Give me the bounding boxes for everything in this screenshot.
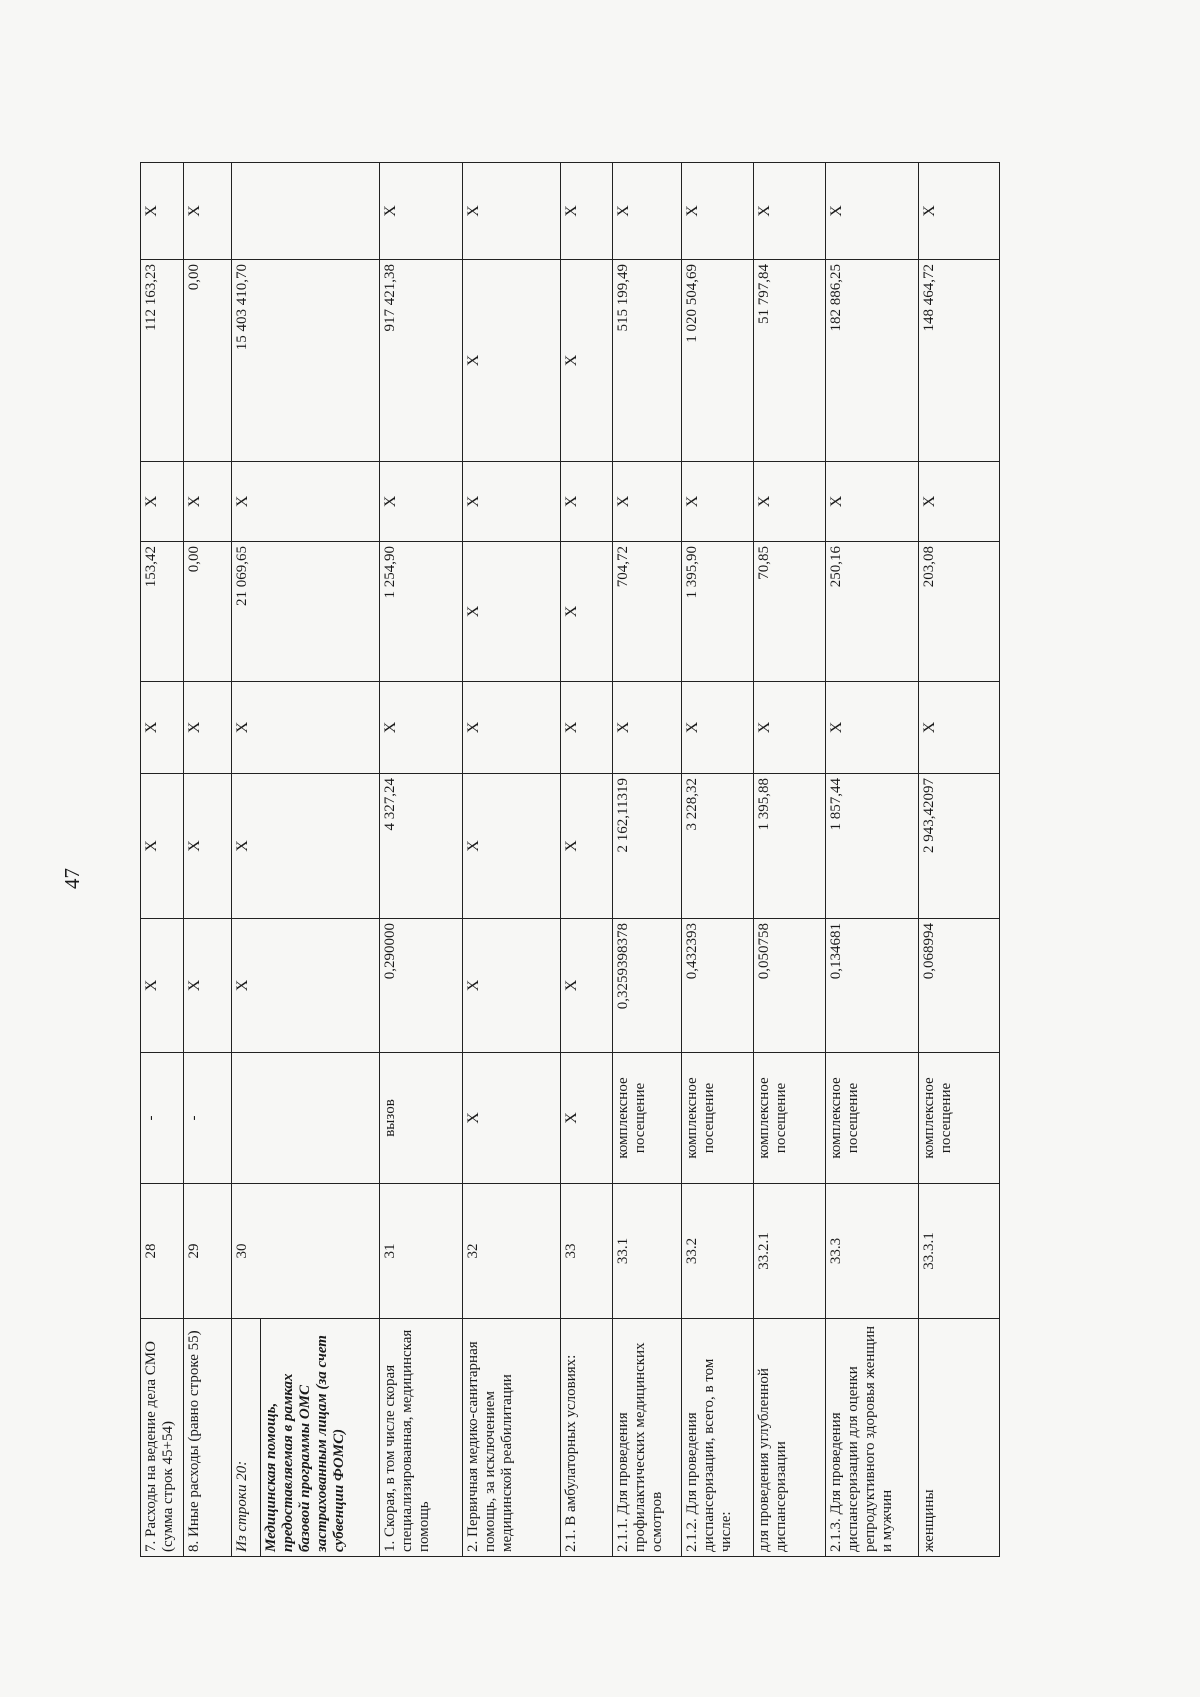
- cell: X: [825, 682, 919, 774]
- table-row: [612, 163, 682, 1557]
- row-label: 2.1. В амбулаторных условиях:: [560, 1319, 612, 1557]
- line-number: 33.1: [612, 1184, 682, 1319]
- cell: X: [462, 462, 560, 542]
- cost-cell: 1 395,88: [754, 774, 826, 919]
- row-label: 2. Первичная медико-санитарная помощь, за исключением медицинской реабилитации: [462, 1319, 560, 1557]
- line-number: 32: [462, 1184, 560, 1319]
- row-label: для проведения углубленной диспансеризации: [754, 1319, 826, 1557]
- total-cell: 1 020 504,69: [682, 260, 754, 462]
- total-cell: 917 421,38: [380, 260, 463, 462]
- row-label: 1. Скорая, в том числе скорая специализированная, медицинская помощь: [380, 1319, 463, 1557]
- line-number: 33.2: [682, 1184, 754, 1319]
- row-label-section: Медицинская помощь, предоставляемая в рамках базовой программы ОМС застрахованным лицам (за счет субвенции ФОМС): [260, 1319, 380, 1557]
- cell: X: [754, 682, 826, 774]
- cell: X: [825, 462, 919, 542]
- cost-cell: 4 327,24: [380, 774, 463, 919]
- table-row: [232, 163, 260, 1557]
- table-row: [141, 163, 184, 1557]
- per-capita-cell: 203,08: [919, 542, 1000, 682]
- total-cell: 0,00: [184, 260, 232, 462]
- per-capita-cell: 153,42: [141, 542, 184, 682]
- volume-cell: 0,3259398378: [612, 919, 682, 1053]
- cell: [232, 163, 380, 260]
- unit-cell: -: [184, 1053, 232, 1184]
- cost-cell: X: [462, 774, 560, 919]
- total-cell: 112 163,23: [141, 260, 184, 462]
- table-row: [919, 163, 1000, 1557]
- volume-cell: X: [462, 919, 560, 1053]
- row-label: женщины: [919, 1319, 1000, 1557]
- unit-cell: -: [141, 1053, 184, 1184]
- unit-cell: комплексное посещение: [682, 1053, 754, 1184]
- page-number: 47: [60, 868, 84, 889]
- cell: X: [825, 163, 919, 260]
- per-capita-cell: 1 254,90: [380, 542, 463, 682]
- line-number: 33.2.1: [754, 1184, 826, 1319]
- cell: X: [560, 462, 612, 542]
- cost-cell: 1 857,44: [825, 774, 919, 919]
- per-capita-cell: 21 069,65: [232, 542, 380, 682]
- table-rotated-container: [140, 163, 1000, 1557]
- cell: X: [141, 462, 184, 542]
- cell: X: [612, 682, 682, 774]
- volume-cell: X: [184, 919, 232, 1053]
- cost-cell: X: [141, 774, 184, 919]
- unit-cell: X: [462, 1053, 560, 1184]
- cost-cell: X: [232, 774, 380, 919]
- financing-table: [140, 162, 1000, 1557]
- per-capita-cell: 250,16: [825, 542, 919, 682]
- cell: X: [560, 163, 612, 260]
- cell: X: [232, 462, 380, 542]
- volume-cell: 0,050758: [754, 919, 826, 1053]
- table-row: [462, 163, 560, 1557]
- row-label: 8. Иные расходы (равно строке 55): [184, 1319, 232, 1557]
- table-row: [754, 163, 826, 1557]
- line-number: 30: [232, 1184, 380, 1319]
- total-cell: 51 797,84: [754, 260, 826, 462]
- cell: X: [754, 462, 826, 542]
- line-number: 31: [380, 1184, 463, 1319]
- cell: X: [141, 163, 184, 260]
- unit-cell: X: [560, 1053, 612, 1184]
- volume-cell: X: [232, 919, 380, 1053]
- per-capita-cell: 0,00: [184, 542, 232, 682]
- cell: X: [462, 682, 560, 774]
- row-label: 2.1.2. Для проведения диспансеризации, всего, в том числе:: [682, 1319, 754, 1557]
- per-capita-cell: 704,72: [612, 542, 682, 682]
- row-label: 2.1.3. Для проведения диспансеризации для оценки репродуктивного здоровья женщин и мужчин: [825, 1319, 919, 1557]
- cell: X: [560, 682, 612, 774]
- cell: X: [380, 462, 463, 542]
- row-label: 7. Расходы на ведение дела СМО (сумма строк 45+54): [141, 1319, 184, 1557]
- unit-cell: комплексное посещение: [612, 1053, 682, 1184]
- volume-cell: X: [141, 919, 184, 1053]
- total-cell: X: [560, 260, 612, 462]
- cost-cell: 3 228,32: [682, 774, 754, 919]
- volume-cell: 0,290000: [380, 919, 463, 1053]
- volume-cell: X: [560, 919, 612, 1053]
- cell: X: [919, 163, 1000, 260]
- per-capita-cell: X: [560, 542, 612, 682]
- cost-cell: 2 943,42097: [919, 774, 1000, 919]
- unit-cell: комплексное посещение: [825, 1053, 919, 1184]
- unit-cell: вызов: [380, 1053, 463, 1184]
- unit-cell: [232, 1053, 380, 1184]
- cell: X: [612, 462, 682, 542]
- cell: X: [682, 462, 754, 542]
- cell: X: [612, 163, 682, 260]
- cell: X: [682, 682, 754, 774]
- cell: X: [462, 163, 560, 260]
- volume-cell: 0,134681: [825, 919, 919, 1053]
- row-label: 2.1.1. Для проведения профилактических медицинских осмотров: [612, 1319, 682, 1557]
- row-label: Из строки 20:: [232, 1319, 260, 1557]
- cost-cell: X: [560, 774, 612, 919]
- cell: X: [184, 462, 232, 542]
- table-row: [560, 163, 612, 1557]
- volume-cell: 0,068994: [919, 919, 1000, 1053]
- per-capita-cell: 1 395,90: [682, 542, 754, 682]
- total-cell: 515 199,49: [612, 260, 682, 462]
- total-cell: X: [462, 260, 560, 462]
- cost-cell: 2 162,11319: [612, 774, 682, 919]
- line-number: 33.3: [825, 1184, 919, 1319]
- cell: X: [141, 682, 184, 774]
- total-cell: 15 403 410,70: [232, 260, 380, 462]
- cell: X: [380, 682, 463, 774]
- table-row: [184, 163, 232, 1557]
- table-row: [825, 163, 919, 1557]
- cost-cell: X: [184, 774, 232, 919]
- cell: X: [682, 163, 754, 260]
- total-cell: 148 464,72: [919, 260, 1000, 462]
- cell: X: [184, 682, 232, 774]
- line-number: 33.3.1: [919, 1184, 1000, 1319]
- table-row: [380, 163, 463, 1557]
- cell: X: [754, 163, 826, 260]
- per-capita-cell: X: [462, 542, 560, 682]
- table-row: [682, 163, 754, 1557]
- line-number: 29: [184, 1184, 232, 1319]
- line-number: 28: [141, 1184, 184, 1319]
- cell: X: [919, 682, 1000, 774]
- cell: X: [919, 462, 1000, 542]
- unit-cell: комплексное посещение: [919, 1053, 1000, 1184]
- cell: X: [380, 163, 463, 260]
- volume-cell: 0,432393: [682, 919, 754, 1053]
- line-number: 33: [560, 1184, 612, 1319]
- total-cell: 182 886,25: [825, 260, 919, 462]
- per-capita-cell: 70,85: [754, 542, 826, 682]
- unit-cell: комплексное посещение: [754, 1053, 826, 1184]
- cell: X: [232, 682, 380, 774]
- cell: X: [184, 163, 232, 260]
